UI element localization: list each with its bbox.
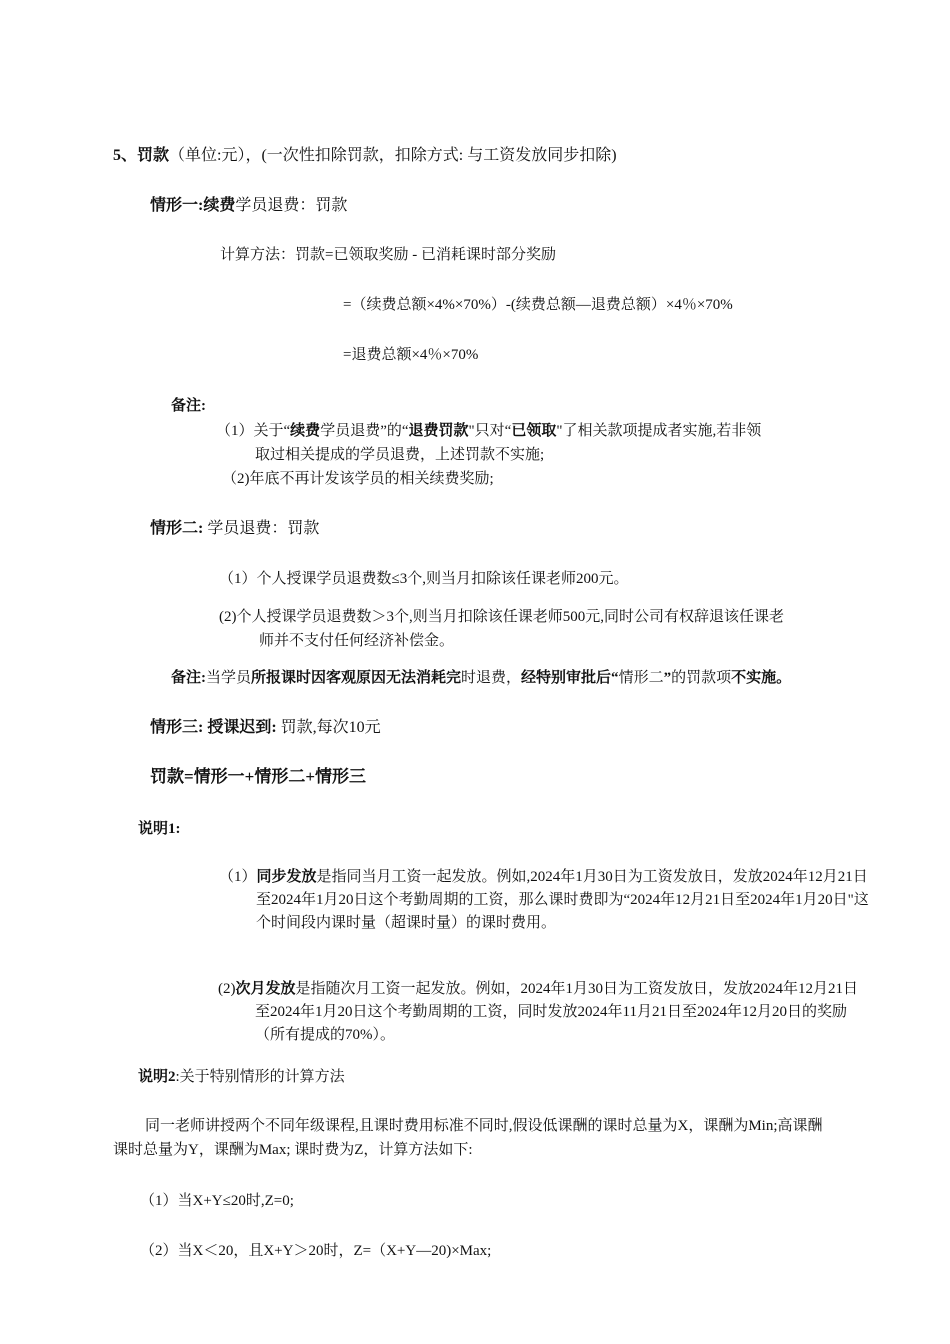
note2: 备注:当学员所报课时因客观原因无法消耗完时退费，经特别审批后“情形二”的罚款项不实施。 [171, 670, 792, 686]
note1-item2: （2)年底不再计发该学员的相关续费奖励; [222, 471, 494, 487]
case1-title-bold: 情形一:续费 [150, 197, 236, 214]
case3-title-bold: 情形三: 授课迟到: [150, 719, 277, 736]
expl2-label: 说明2:关于特别情形的计算方法 [138, 1069, 345, 1085]
note1-item1-line1: （1）关于“续费学员退费”的“退费罚款"只对“已领取"了相关款项提成者实施,若非领 [216, 423, 762, 439]
case1-calc-line1: 计算方法：罚款=已领取奖励 - 已消耗课时部分奖励 [220, 247, 556, 263]
section-heading-rest: （单位:元），(一次性扣除罚款，扣除方式: 与工资发放同步扣除) [169, 147, 617, 164]
case1-calc-line3: =退费总额×4％×70% [343, 347, 479, 363]
case1-calc-line2: =（续费总额×4%×70%）-(续费总额—退费总额）×4％×70% [343, 297, 733, 313]
expl2-paragraph: 同一老师讲授两个不同年级课程,且课时费用标准不同时,假设低课酬的课时总量为X，课酬为Min;高课酬课时总量为Y，课酬为Max; 课时费为Z，计算方法如下: [113, 1118, 823, 1158]
case2-title [150, 518, 319, 540]
penalty-formula: 罚款=情形一+情形二+情形三 [150, 767, 367, 786]
case2-item2-line2: 师并不支付任何经济补偿金。 [259, 633, 455, 649]
section-heading-number: 5、罚款 [113, 147, 170, 164]
expl1-label: 说明1: [138, 821, 181, 837]
case3-title-rest: 罚款,每次10元 [280, 719, 381, 736]
case3-title [150, 717, 381, 739]
note1-label: 备注: [171, 398, 206, 414]
case1-title-rest: 学员退费：罚款 [235, 197, 348, 214]
note1-item1-line2: 取过相关提成的学员退费，上述罚款不实施; [255, 447, 545, 463]
case2-item1: （1）个人授课学员退费数≤3个,则当月扣除该任课老师200元。 [219, 571, 629, 587]
section-heading [113, 145, 617, 167]
expl1-item1: （1）同步发放是指同当月工资一起发放。例如,2024年1月30日为工资发放日，发放2024年12月21日至2024年1月20日这个考勤周期的工资，那么课时费即为“2024年12月21日至2024年1月20日"这个时间段内课时量（超课时量）的课时费用。 [219, 869, 869, 931]
expl1-item2: (2)次月发放是指随次月工资一起发放。例如，2024年1月30日为工资发放日，发放2024年12月21日至2024年1月20日这个考勤周期的工资，同时发放2024年11月21日至2024年12月20日的奖励（所有提成的70%）。 [218, 981, 859, 1043]
case2-title-bold: 情形二: [150, 520, 204, 537]
expl2-item2: （2）当X＜20，且X+Y＞20时，Z=（X+Y—20)×Max; [140, 1243, 492, 1259]
case2-title-rest: 学员退费：罚款 [207, 520, 320, 537]
case2-item2-line1: (2)个人授课学员退费数＞3个,则当月扣除该任课老师500元,同时公司有权辞退该任课老 [219, 609, 784, 625]
case1-title [150, 195, 347, 217]
expl2-item1: （1）当X+Y≤20时,Z=0; [140, 1193, 294, 1209]
